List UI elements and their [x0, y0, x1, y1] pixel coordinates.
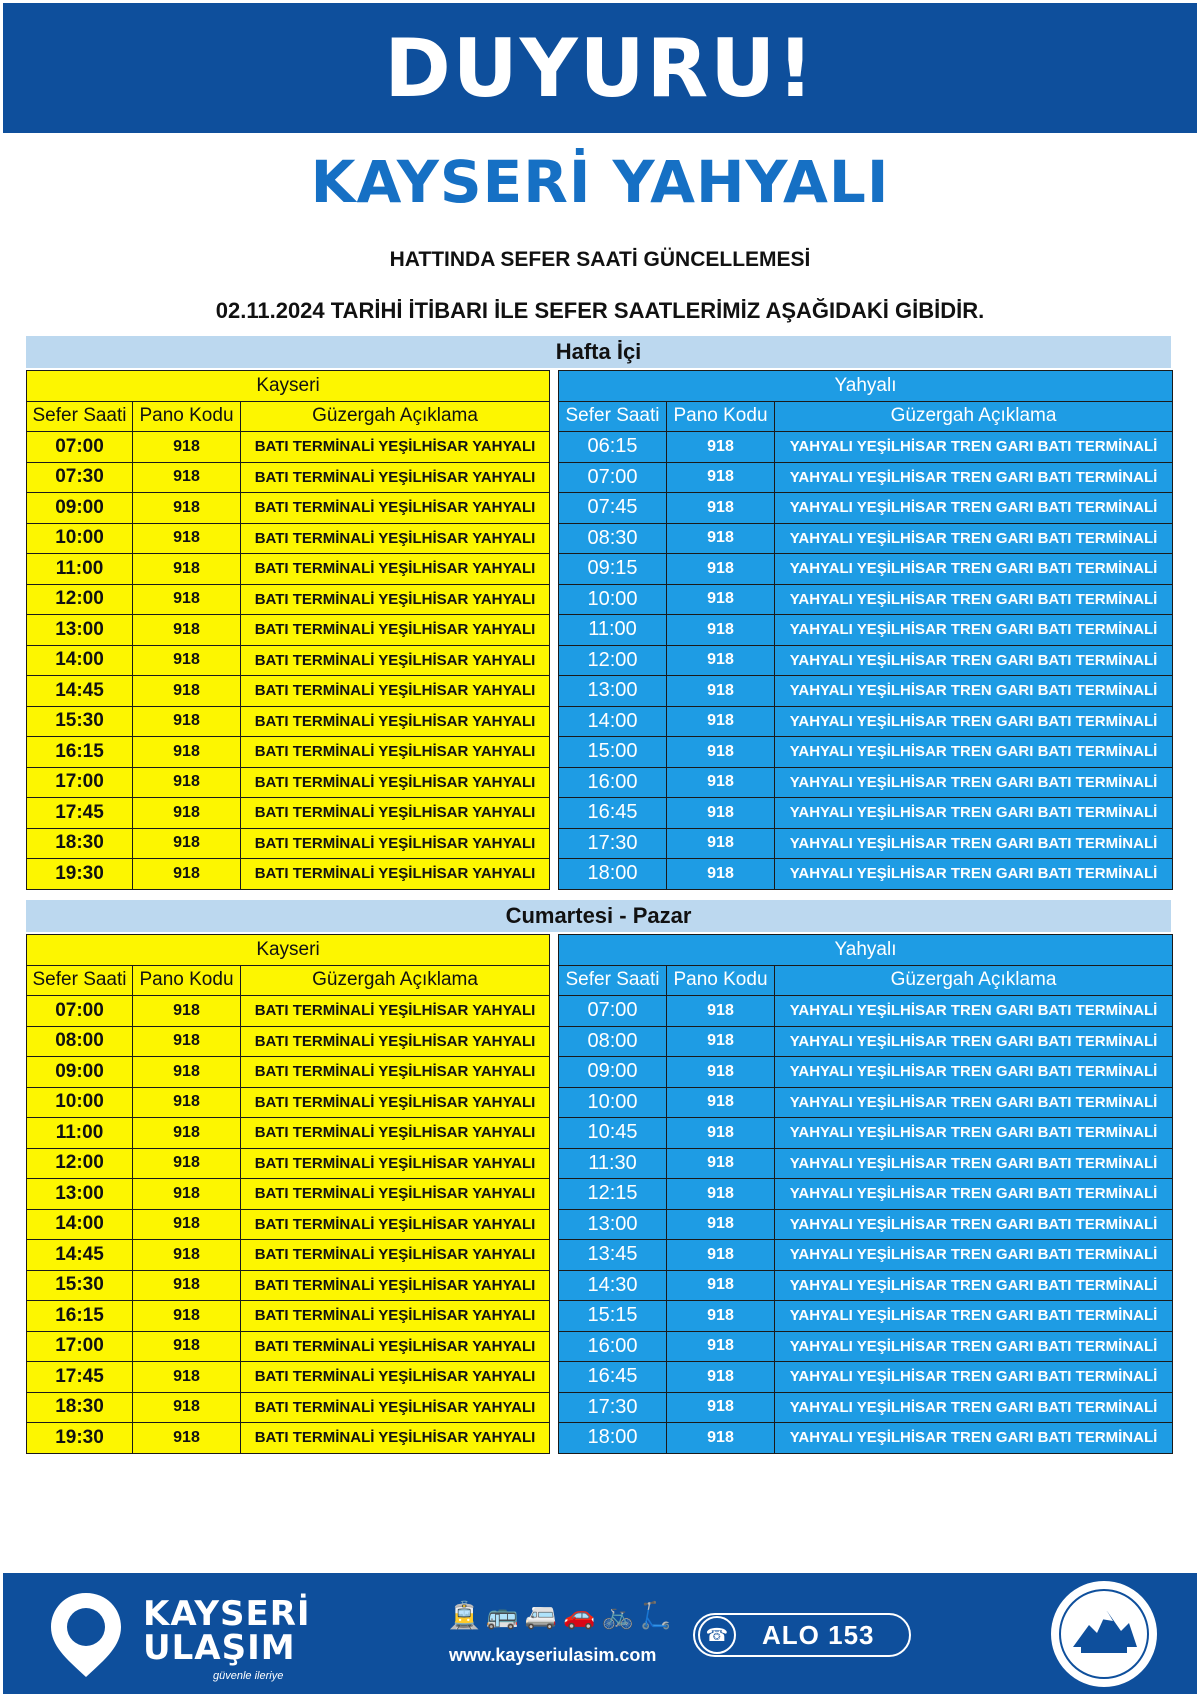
departure-time: 11:00 [27, 1118, 133, 1149]
route-description: BATI TERMİNALİ YEŞİLHİSAR YAHYALI [241, 1392, 550, 1423]
schedule-row [27, 798, 550, 829]
route-description: YAHYALI YEŞİLHİSAR TREN GARI BATI TERMİNALİ [775, 645, 1173, 676]
weekday-section [26, 336, 1171, 890]
departure-time: 09:00 [559, 1057, 667, 1088]
departure-time: 17:45 [27, 1362, 133, 1393]
route-description: BATI TERMİNALİ YEŞİLHİSAR YAHYALI [241, 462, 550, 493]
departure-time: 13:00 [27, 615, 133, 646]
route-description: YAHYALI YEŞİLHİSAR TREN GARI BATI TERMİNALİ [775, 1423, 1173, 1454]
departure-time: 08:00 [559, 1026, 667, 1057]
phone-icon: ☎ [698, 1616, 736, 1654]
departure-time: 06:15 [559, 432, 667, 463]
weekend-yahyali-rows [559, 996, 1173, 1454]
board-code: 918 [133, 1026, 241, 1057]
board-code: 918 [667, 676, 775, 707]
schedule-row [27, 1118, 550, 1149]
route-description: BATI TERMİNALİ YEŞİLHİSAR YAHYALI [241, 493, 550, 524]
schedule-row [27, 706, 550, 737]
schedule-row [559, 767, 1173, 798]
route-description: BATI TERMİNALİ YEŞİLHİSAR YAHYALI [241, 737, 550, 768]
schedule-row [559, 1087, 1173, 1118]
route-description: BATI TERMİNALİ YEŞİLHİSAR YAHYALI [241, 1148, 550, 1179]
weekday-yahyali-table [558, 370, 1173, 890]
departure-time: 10:00 [559, 1087, 667, 1118]
schedule-row [27, 493, 550, 524]
tram-icon: 🚊 [448, 1600, 481, 1630]
board-code: 918 [133, 462, 241, 493]
weekday-kayseri-rows [27, 432, 550, 890]
schedule-row [559, 996, 1173, 1027]
departure-time: 15:30 [27, 1270, 133, 1301]
route-description: BATI TERMİNALİ YEŞİLHİSAR YAHYALI [241, 1087, 550, 1118]
departure-time: 17:00 [27, 767, 133, 798]
route-description: BATI TERMİNALİ YEŞİLHİSAR YAHYALI [241, 432, 550, 463]
board-code: 918 [667, 432, 775, 463]
departure-time: 15:30 [27, 706, 133, 737]
municipality-seal-icon [1051, 1581, 1157, 1687]
schedule-row [559, 676, 1173, 707]
bus-icon: 🚌 [486, 1600, 519, 1630]
departure-time: 15:15 [559, 1301, 667, 1332]
route-description: YAHYALI YEŞİLHİSAR TREN GARI BATI TERMİNALİ [775, 1026, 1173, 1057]
schedule-row [27, 1026, 550, 1057]
schedule-row [559, 798, 1173, 829]
schedule-row [27, 1209, 550, 1240]
departure-time: 16:15 [27, 737, 133, 768]
minibus-icon: 🚐 [524, 1600, 558, 1630]
board-code: 918 [133, 432, 241, 463]
board-code: 918 [667, 1423, 775, 1454]
board-code: 918 [133, 1057, 241, 1088]
col-time-header: Sefer Saati [559, 401, 667, 432]
departure-time: 07:00 [27, 996, 133, 1027]
car-icon: 🚗 [563, 1600, 596, 1630]
board-code: 918 [133, 1118, 241, 1149]
schedule-row [559, 1362, 1173, 1393]
board-code: 918 [133, 615, 241, 646]
departure-time: 08:30 [559, 523, 667, 554]
board-code: 918 [133, 1179, 241, 1210]
board-code: 918 [667, 996, 775, 1027]
schedule-row [27, 1423, 550, 1454]
hotline-badge[interactable] [693, 1613, 911, 1657]
schedule-row [27, 432, 550, 463]
board-code: 918 [133, 1392, 241, 1423]
route-description: YAHYALI YEŞİLHİSAR TREN GARI BATI TERMİNALİ [775, 1362, 1173, 1393]
brand-tagline: güvenle ileriye [213, 1670, 284, 1682]
weekend-kayseri-table [26, 934, 550, 1454]
route-description: BATI TERMİNALİ YEŞİLHİSAR YAHYALI [241, 1301, 550, 1332]
route-description: BATI TERMİNALİ YEŞİLHİSAR YAHYALI [241, 615, 550, 646]
departure-time: 14:30 [559, 1270, 667, 1301]
departure-time: 17:30 [559, 1392, 667, 1423]
board-code: 918 [667, 554, 775, 585]
departure-time: 13:45 [559, 1240, 667, 1271]
effective-date-notice: 02.11.2024 TARİHİ İTİBARI İLE SEFER SAATLERİMİZ AŞAĞIDAKİ GİBİDİR. [215, 298, 985, 323]
board-code: 918 [133, 1301, 241, 1332]
route-description: BATI TERMİNALİ YEŞİLHİSAR YAHYALI [241, 859, 550, 890]
schedule-row [27, 676, 550, 707]
departure-time: 11:00 [27, 554, 133, 585]
route-description: BATI TERMİNALİ YEŞİLHİSAR YAHYALI [241, 1057, 550, 1088]
brand-logo [143, 1594, 311, 1682]
board-code: 918 [667, 767, 775, 798]
board-code: 918 [667, 1148, 775, 1179]
schedule-row [27, 1301, 550, 1332]
schedule-row [27, 1270, 550, 1301]
route-description: YAHYALI YEŞİLHİSAR TREN GARI BATI TERMİNALİ [775, 706, 1173, 737]
col-route-header: Güzergah Açıklama [775, 965, 1173, 996]
board-code: 918 [133, 1209, 241, 1240]
schedule-row [559, 645, 1173, 676]
route-description: YAHYALI YEŞİLHİSAR TREN GARI BATI TERMİNALİ [775, 554, 1173, 585]
schedule-row [27, 584, 550, 615]
weekend-section [26, 900, 1171, 1454]
kayseri-group-label: Kayseri [27, 935, 550, 966]
departure-time: 17:00 [27, 1331, 133, 1362]
departure-time: 13:00 [559, 1209, 667, 1240]
col-code-header: Pano Kodu [667, 965, 775, 996]
schedule-row [559, 1148, 1173, 1179]
route-description: BATI TERMİNALİ YEŞİLHİSAR YAHYALI [241, 1118, 550, 1149]
board-code: 918 [667, 1118, 775, 1149]
route-description: BATI TERMİNALİ YEŞİLHİSAR YAHYALI [241, 1423, 550, 1454]
board-code: 918 [133, 584, 241, 615]
col-route-header: Güzergah Açıklama [241, 965, 550, 996]
departure-time: 12:00 [27, 1148, 133, 1179]
departure-time: 13:00 [27, 1179, 133, 1210]
schedule-row [559, 1240, 1173, 1271]
schedule-row [559, 1270, 1173, 1301]
footer-bar [3, 1573, 1197, 1694]
schedule-row [559, 1118, 1173, 1149]
weekday-header: Hafta İçi [26, 336, 1171, 368]
departure-time: 10:00 [559, 584, 667, 615]
route-description: YAHYALI YEŞİLHİSAR TREN GARI BATI TERMİNALİ [775, 615, 1173, 646]
route-description: YAHYALI YEŞİLHİSAR TREN GARI BATI TERMİNALİ [775, 584, 1173, 615]
col-code-header: Pano Kodu [133, 401, 241, 432]
schedule-row [559, 493, 1173, 524]
departure-time: 07:45 [559, 493, 667, 524]
route-description: BATI TERMİNALİ YEŞİLHİSAR YAHYALI [241, 1209, 550, 1240]
board-code: 918 [133, 996, 241, 1027]
schedule-row [559, 1392, 1173, 1423]
board-code: 918 [667, 1057, 775, 1088]
board-code: 918 [133, 798, 241, 829]
transport-icons [448, 1600, 672, 1631]
schedule-row [559, 432, 1173, 463]
schedule-row [27, 1179, 550, 1210]
col-code-header: Pano Kodu [133, 965, 241, 996]
schedule-row [27, 737, 550, 768]
route-description: YAHYALI YEŞİLHİSAR TREN GARI BATI TERMİNALİ [775, 1270, 1173, 1301]
departure-time: 07:30 [27, 462, 133, 493]
departure-time: 17:30 [559, 828, 667, 859]
schedule-row [559, 706, 1173, 737]
board-code: 918 [133, 737, 241, 768]
board-code: 918 [133, 1331, 241, 1362]
route-description: BATI TERMİNALİ YEŞİLHİSAR YAHYALI [241, 584, 550, 615]
departure-time: 14:00 [27, 1209, 133, 1240]
route-description: YAHYALI YEŞİLHİSAR TREN GARI BATI TERMİNALİ [775, 523, 1173, 554]
route-description: BATI TERMİNALİ YEŞİLHİSAR YAHYALI [241, 676, 550, 707]
board-code: 918 [133, 676, 241, 707]
route-description: YAHYALI YEŞİLHİSAR TREN GARI BATI TERMİNALİ [775, 737, 1173, 768]
departure-time: 13:00 [559, 676, 667, 707]
schedule-row [559, 1423, 1173, 1454]
schedule-row [27, 859, 550, 890]
departure-time: 16:45 [559, 1362, 667, 1393]
departure-time: 16:15 [27, 1301, 133, 1332]
route-description: YAHYALI YEŞİLHİSAR TREN GARI BATI TERMİNALİ [775, 1057, 1173, 1088]
schedule-row [27, 1362, 550, 1393]
departure-time: 07:00 [559, 996, 667, 1027]
website-link[interactable]: www.kayseriulasim.com [449, 1645, 657, 1665]
location-pin-logo-icon [45, 1589, 127, 1681]
schedule-row [559, 615, 1173, 646]
subtitle: HATTINDA SEFER SAATİ GÜNCELLEMESİ [389, 248, 811, 271]
board-code: 918 [667, 1179, 775, 1210]
departure-time: 14:45 [27, 1240, 133, 1271]
board-code: 918 [667, 1026, 775, 1057]
schedule-row [559, 554, 1173, 585]
board-code: 918 [667, 1087, 775, 1118]
departure-time: 12:00 [27, 584, 133, 615]
departure-time: 07:00 [27, 432, 133, 463]
schedule-row [27, 523, 550, 554]
board-code: 918 [133, 1362, 241, 1393]
schedule-row [559, 584, 1173, 615]
route-description: YAHYALI YEŞİLHİSAR TREN GARI BATI TERMİNALİ [775, 828, 1173, 859]
board-code: 918 [133, 828, 241, 859]
board-code: 918 [133, 1270, 241, 1301]
board-code: 918 [133, 523, 241, 554]
departure-time: 15:00 [559, 737, 667, 768]
route-description: YAHYALI YEŞİLHİSAR TREN GARI BATI TERMİNALİ [775, 493, 1173, 524]
route-description: BATI TERMİNALİ YEŞİLHİSAR YAHYALI [241, 554, 550, 585]
board-code: 918 [133, 1423, 241, 1454]
schedule-row [559, 859, 1173, 890]
schedule-row [27, 1240, 550, 1271]
board-code: 918 [667, 1209, 775, 1240]
board-code: 918 [667, 1240, 775, 1271]
board-code: 918 [667, 1331, 775, 1362]
departure-time: 14:45 [27, 676, 133, 707]
board-code: 918 [133, 493, 241, 524]
col-code-header: Pano Kodu [667, 401, 775, 432]
board-code: 918 [667, 1301, 775, 1332]
schedule-row [27, 1057, 550, 1088]
col-time-header: Sefer Saati [27, 965, 133, 996]
departure-time: 10:45 [559, 1118, 667, 1149]
board-code: 918 [667, 1392, 775, 1423]
departure-time: 14:00 [559, 706, 667, 737]
weekend-header: Cumartesi - Pazar [26, 900, 1171, 932]
kayseri-group-label: Kayseri [27, 371, 550, 402]
weekday-kayseri-table [26, 370, 550, 890]
board-code: 918 [133, 706, 241, 737]
route-description: BATI TERMİNALİ YEŞİLHİSAR YAHYALI [241, 1026, 550, 1057]
departure-time: 14:00 [27, 645, 133, 676]
departure-time: 16:45 [559, 798, 667, 829]
route-description: YAHYALI YEŞİLHİSAR TREN GARI BATI TERMİNALİ [775, 1179, 1173, 1210]
route-description: YAHYALI YEŞİLHİSAR TREN GARI BATI TERMİNALİ [775, 432, 1173, 463]
route-description: YAHYALI YEŞİLHİSAR TREN GARI BATI TERMİNALİ [775, 462, 1173, 493]
route-description: YAHYALI YEŞİLHİSAR TREN GARI BATI TERMİNALİ [775, 996, 1173, 1027]
board-code: 918 [667, 584, 775, 615]
schedule-row [559, 523, 1173, 554]
route-description: BATI TERMİNALİ YEŞİLHİSAR YAHYALI [241, 1362, 550, 1393]
departure-time: 09:15 [559, 554, 667, 585]
departure-time: 17:45 [27, 798, 133, 829]
route-description: BATI TERMİNALİ YEŞİLHİSAR YAHYALI [241, 645, 550, 676]
bicycle-icon: 🚲 [601, 1600, 634, 1630]
route-description: YAHYALI YEŞİLHİSAR TREN GARI BATI TERMİNALİ [775, 1331, 1173, 1362]
board-code: 918 [667, 462, 775, 493]
announcement-title: DUYURU! [384, 21, 816, 115]
schedule-row [27, 554, 550, 585]
route-description: BATI TERMİNALİ YEŞİLHİSAR YAHYALI [241, 706, 550, 737]
schedule-row [27, 1148, 550, 1179]
weekend-kayseri-rows [27, 996, 550, 1454]
board-code: 918 [667, 615, 775, 646]
schedule-row [559, 1179, 1173, 1210]
route-description: YAHYALI YEŞİLHİSAR TREN GARI BATI TERMİNALİ [775, 676, 1173, 707]
departure-time: 18:30 [27, 828, 133, 859]
route-description: YAHYALI YEŞİLHİSAR TREN GARI BATI TERMİNALİ [775, 1118, 1173, 1149]
brand-line-2: ULAŞIM [143, 1628, 296, 1668]
route-description: BATI TERMİNALİ YEŞİLHİSAR YAHYALI [241, 767, 550, 798]
board-code: 918 [667, 737, 775, 768]
schedule-row [27, 1331, 550, 1362]
schedule-row [27, 767, 550, 798]
schedule-row [27, 1392, 550, 1423]
departure-time: 08:00 [27, 1026, 133, 1057]
weekend-yahyali-table [558, 934, 1173, 1454]
departure-time: 09:00 [27, 493, 133, 524]
route-description: BATI TERMİNALİ YEŞİLHİSAR YAHYALI [241, 996, 550, 1027]
route-description: YAHYALI YEŞİLHİSAR TREN GARI BATI TERMİNALİ [775, 767, 1173, 798]
schedule-row [559, 1331, 1173, 1362]
route-description: YAHYALI YEŞİLHİSAR TREN GARI BATI TERMİNALİ [775, 859, 1173, 890]
board-code: 918 [667, 859, 775, 890]
route-description: BATI TERMİNALİ YEŞİLHİSAR YAHYALI [241, 523, 550, 554]
schedule-row [559, 1057, 1173, 1088]
yahyali-group-label: Yahyalı [559, 935, 1173, 966]
board-code: 918 [133, 645, 241, 676]
departure-time: 16:00 [559, 767, 667, 798]
route-description: YAHYALI YEŞİLHİSAR TREN GARI BATI TERMİNALİ [775, 798, 1173, 829]
board-code: 918 [667, 798, 775, 829]
schedule-row [27, 996, 550, 1027]
route-description: YAHYALI YEŞİLHİSAR TREN GARI BATI TERMİNALİ [775, 1301, 1173, 1332]
route-description: YAHYALI YEŞİLHİSAR TREN GARI BATI TERMİNALİ [775, 1209, 1173, 1240]
col-route-header: Güzergah Açıklama [775, 401, 1173, 432]
schedule-row [27, 828, 550, 859]
route-description: BATI TERMİNALİ YEŞİLHİSAR YAHYALI [241, 828, 550, 859]
departure-time: 12:00 [559, 645, 667, 676]
departure-time: 18:00 [559, 1423, 667, 1454]
board-code: 918 [667, 493, 775, 524]
route-title: KAYSERİ YAHYALI [310, 148, 890, 216]
departure-time: 12:15 [559, 1179, 667, 1210]
departure-time: 07:00 [559, 462, 667, 493]
schedule-row [559, 1301, 1173, 1332]
board-code: 918 [667, 706, 775, 737]
schedule-row [559, 1209, 1173, 1240]
schedule-row [559, 1026, 1173, 1057]
schedule-row [559, 828, 1173, 859]
departure-time: 18:30 [27, 1392, 133, 1423]
announcement-banner [3, 3, 1197, 133]
departure-time: 09:00 [27, 1057, 133, 1088]
col-route-header: Güzergah Açıklama [241, 401, 550, 432]
board-code: 918 [133, 767, 241, 798]
route-description: BATI TERMİNALİ YEŞİLHİSAR YAHYALI [241, 798, 550, 829]
route-description: YAHYALI YEŞİLHİSAR TREN GARI BATI TERMİNALİ [775, 1087, 1173, 1118]
board-code: 918 [667, 523, 775, 554]
route-description: YAHYALI YEŞİLHİSAR TREN GARI BATI TERMİNALİ [775, 1148, 1173, 1179]
board-code: 918 [667, 645, 775, 676]
departure-time: 10:00 [27, 1087, 133, 1118]
departure-time: 16:00 [559, 1331, 667, 1362]
departure-time: 10:00 [27, 523, 133, 554]
brand-line-1: KAYSERİ [143, 1594, 311, 1634]
route-description: BATI TERMİNALİ YEŞİLHİSAR YAHYALI [241, 1270, 550, 1301]
departure-time: 19:30 [27, 859, 133, 890]
route-description: YAHYALI YEŞİLHİSAR TREN GARI BATI TERMİNALİ [775, 1392, 1173, 1423]
weekday-yahyali-rows [559, 432, 1173, 890]
schedule-row [27, 1087, 550, 1118]
departure-time: 11:00 [559, 615, 667, 646]
hotline-number: ALO 153 [762, 1619, 875, 1650]
board-code: 918 [667, 1270, 775, 1301]
board-code: 918 [133, 859, 241, 890]
board-code: 918 [133, 1148, 241, 1179]
board-code: 918 [667, 828, 775, 859]
schedule-row [559, 737, 1173, 768]
route-description: BATI TERMİNALİ YEŞİLHİSAR YAHYALI [241, 1331, 550, 1362]
departure-time: 11:30 [559, 1148, 667, 1179]
board-code: 918 [133, 1087, 241, 1118]
schedule-row [27, 645, 550, 676]
board-code: 918 [133, 554, 241, 585]
board-code: 918 [667, 1362, 775, 1393]
schedule-row [559, 462, 1173, 493]
yahyali-group-label: Yahyalı [559, 371, 1173, 402]
board-code: 918 [133, 1240, 241, 1271]
col-time-header: Sefer Saati [559, 965, 667, 996]
schedule-row [27, 462, 550, 493]
schedule-row [27, 615, 550, 646]
departure-time: 19:30 [27, 1423, 133, 1454]
scooter-icon: 🛴 [639, 1600, 673, 1630]
route-description: BATI TERMİNALİ YEŞİLHİSAR YAHYALI [241, 1240, 550, 1271]
departure-time: 18:00 [559, 859, 667, 890]
col-time-header: Sefer Saati [27, 401, 133, 432]
route-description: YAHYALI YEŞİLHİSAR TREN GARI BATI TERMİNALİ [775, 1240, 1173, 1271]
route-description: BATI TERMİNALİ YEŞİLHİSAR YAHYALI [241, 1179, 550, 1210]
